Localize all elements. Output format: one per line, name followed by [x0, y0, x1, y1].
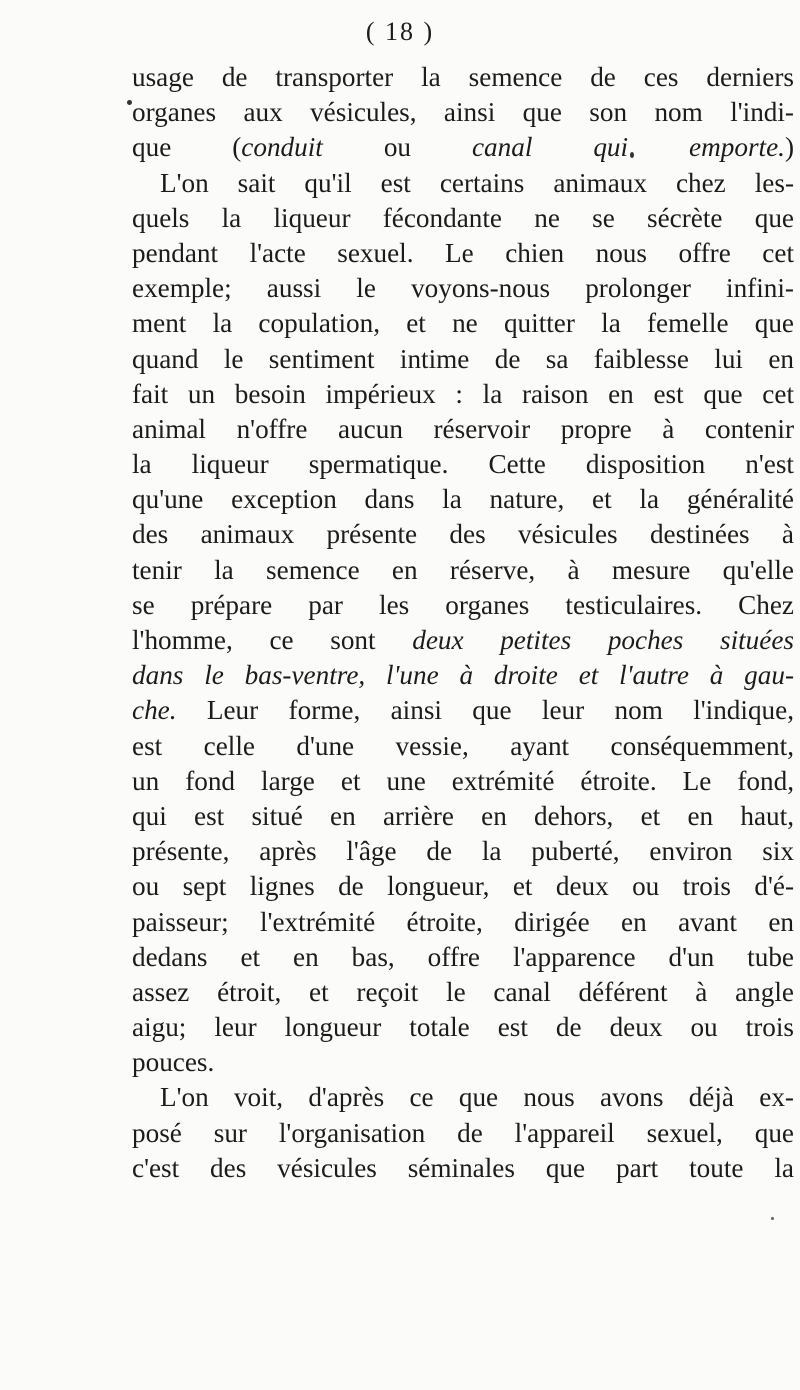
text-line: posé sur l'organisation de l'appareil sexuel, que: [132, 1117, 794, 1148]
text-segment: ou: [322, 132, 472, 163]
text-line: qu'une exception dans la nature, et la généralité: [132, 484, 794, 515]
text-line: c'est des vésicules séminales que part toute la: [132, 1152, 794, 1183]
text-line: pouces.: [132, 1047, 215, 1078]
text-line: [132, 693, 794, 728]
italic-segment: deux petites poches situées: [412, 625, 794, 655]
text-line: [132, 623, 794, 658]
italic-segment: canal qui emporte.: [471, 132, 785, 163]
text-segment: l'homme, ce sont: [132, 625, 413, 655]
text-line: ment la copulation, et ne quitter la femelle que: [132, 308, 794, 339]
text-line: ou sept lignes de longueur, et deux ou trois d'é-: [132, 871, 794, 902]
text-line: quels la liqueur fécondante ne se sécrète que: [132, 202, 794, 233]
text-line: aigu; leur longueur totale est de deux ou trois: [132, 1012, 794, 1043]
text-line: la liqueur spermatique. Cette disposition n'est: [132, 449, 794, 480]
text-line: se prépare par les organes testiculaires. Chez: [132, 589, 794, 620]
text-line: tenir la semence en réserve, à mesure qu'elle: [132, 554, 794, 585]
text-line: L'on voit, d'après ce que nous avons déjà ex-: [160, 1082, 794, 1113]
text-line: un fond large et une extrémité étroite. Le fond,: [132, 765, 794, 796]
text-line: pendant l'acte sexuel. Le chien nous offre cet: [132, 237, 794, 268]
text-line: qui est situé en arrière en dehors, et en haut,: [132, 800, 794, 831]
text-line: est celle d'une vessie, ayant conséquemment,: [132, 730, 794, 761]
text-line: présente, après l'âge de la puberté, environ six: [132, 836, 794, 867]
text-segment: que (: [132, 132, 242, 163]
body-text: [132, 60, 794, 1186]
text-line: paisseur; l'extrémité étroite, dirigée en avant en: [132, 906, 794, 937]
text-line: [132, 658, 794, 693]
text-line: [132, 130, 794, 165]
text-line: usage de transporter la semence de ces derniers: [132, 62, 794, 92]
text-line: quand le sentiment intime de sa faiblesse lui en: [132, 343, 794, 374]
text-line: des animaux présente des vésicules destinées à: [132, 519, 794, 550]
text-line: animal n'offre aucun réservoir propre à contenir: [132, 413, 794, 444]
italic-segment: dans le bas-ventre, l'une à droite et l'autre à gau-: [132, 660, 794, 691]
text-segment: Leur forme, ainsi que leur nom l'indique,: [176, 695, 794, 726]
page-number: ( 18 ): [365, 17, 435, 46]
text-line: organes aux vésicules, ainsi que son nom l'indi-: [132, 97, 794, 128]
text-line: fait un besoin impérieux : la raison en est que cet: [132, 378, 794, 409]
text-line: assez étroit, et reçoit le canal déférent à angle: [132, 976, 794, 1007]
ink-speck: [771, 1217, 774, 1220]
text-line: L'on sait qu'il est certains animaux chez les-: [160, 167, 794, 198]
text-segment: ): [784, 132, 794, 163]
text-line: dedans et en bas, offre l'apparence d'un tube: [132, 941, 794, 972]
italic-segment: conduit: [241, 132, 323, 163]
text-line: exemple; aussi le voyons-nous prolonger infini-: [132, 273, 794, 304]
italic-segment: che.: [132, 695, 177, 726]
